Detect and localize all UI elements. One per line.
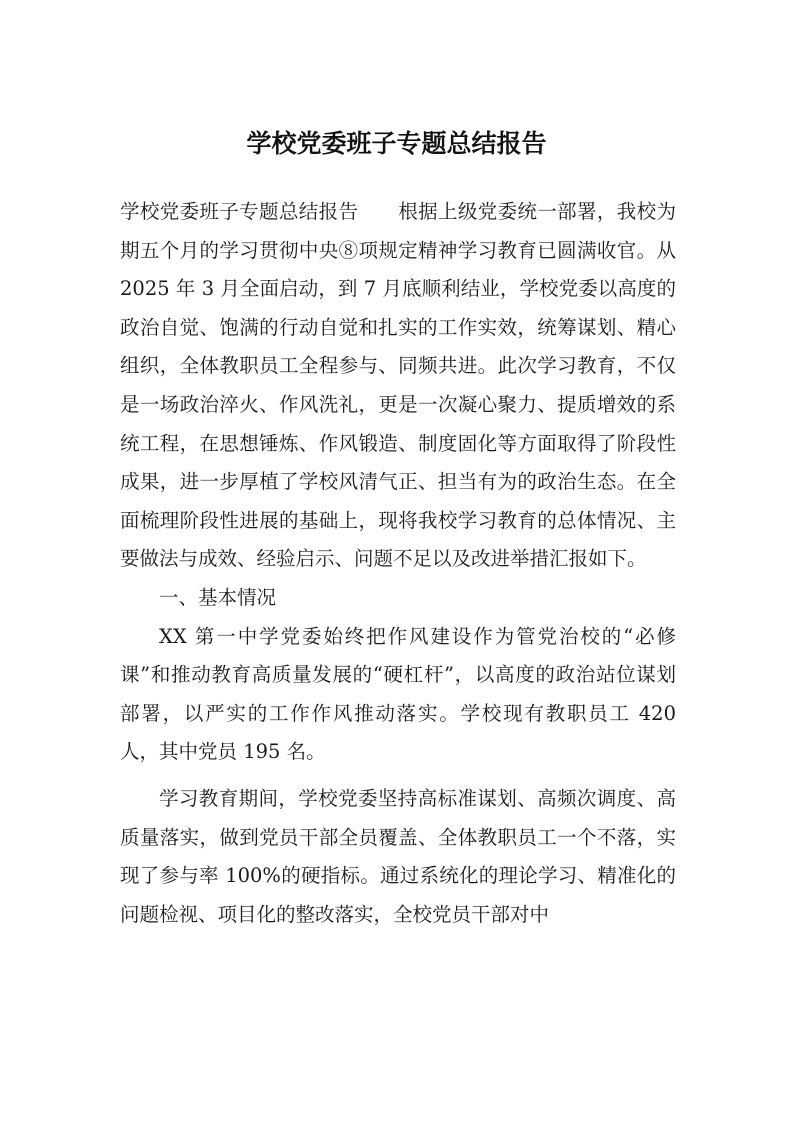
paragraph-2: 学习教育期间，学校党委坚持高标准谋划、高频次调度、高质量落实，做到党员干部全员覆盖、全体教职员工一个不落，实现了参与率 100%的硬指标。通过系统化的理论学习、精准化的问题检视、项目化的整改落实，全校党员干部对中 <box>120 786 676 926</box>
document-body <box>120 193 676 934</box>
document-title: 学校党委班子专题总结报告 <box>246 129 547 158</box>
intro-title: 学校党委班子专题总结报告 <box>120 200 359 223</box>
paragraph-1: XX 第一中学党委始终把作风建设作为管党治校的“必修课”和推动教育高质量发展的“硬杠杆”，以高度的政治站位谋划部署，以严实的工作作风推动落实。学校现有教职员工 420 人，其中党员 195 名。 <box>120 624 676 764</box>
intro-paragraph <box>120 193 676 579</box>
section-1-heading: 一、基本情况 <box>159 585 277 609</box>
intro-body: 根据上级党委统一部署，我校为期五个月的学习贯彻中央⑧项规定精神学习教育已圆满收官。从 2025 年 3 月全面启动，到 7 月底顺利结业，学校党委以高度的政治自觉、饱满的行动自觉和扎实的工作实效，统筹谋划、精心组织，全体教职员工全程参与、同频共进。此次学习教育，不仅是一场政治淬火、作风洗礼，更是一次凝心聚力、提质增效的系统工程，在思想锤炼、作风锻造、制度固化等方面取得了阶段性成果，进一步厚植了学校风清气正、担当有为的政治生态。在全面梳理阶段性进展的基础上，现将我校学习教育的总体情况、主要做法与成效、经验启示、问题不足以及改进举措汇报如下。 <box>120 200 676 571</box>
